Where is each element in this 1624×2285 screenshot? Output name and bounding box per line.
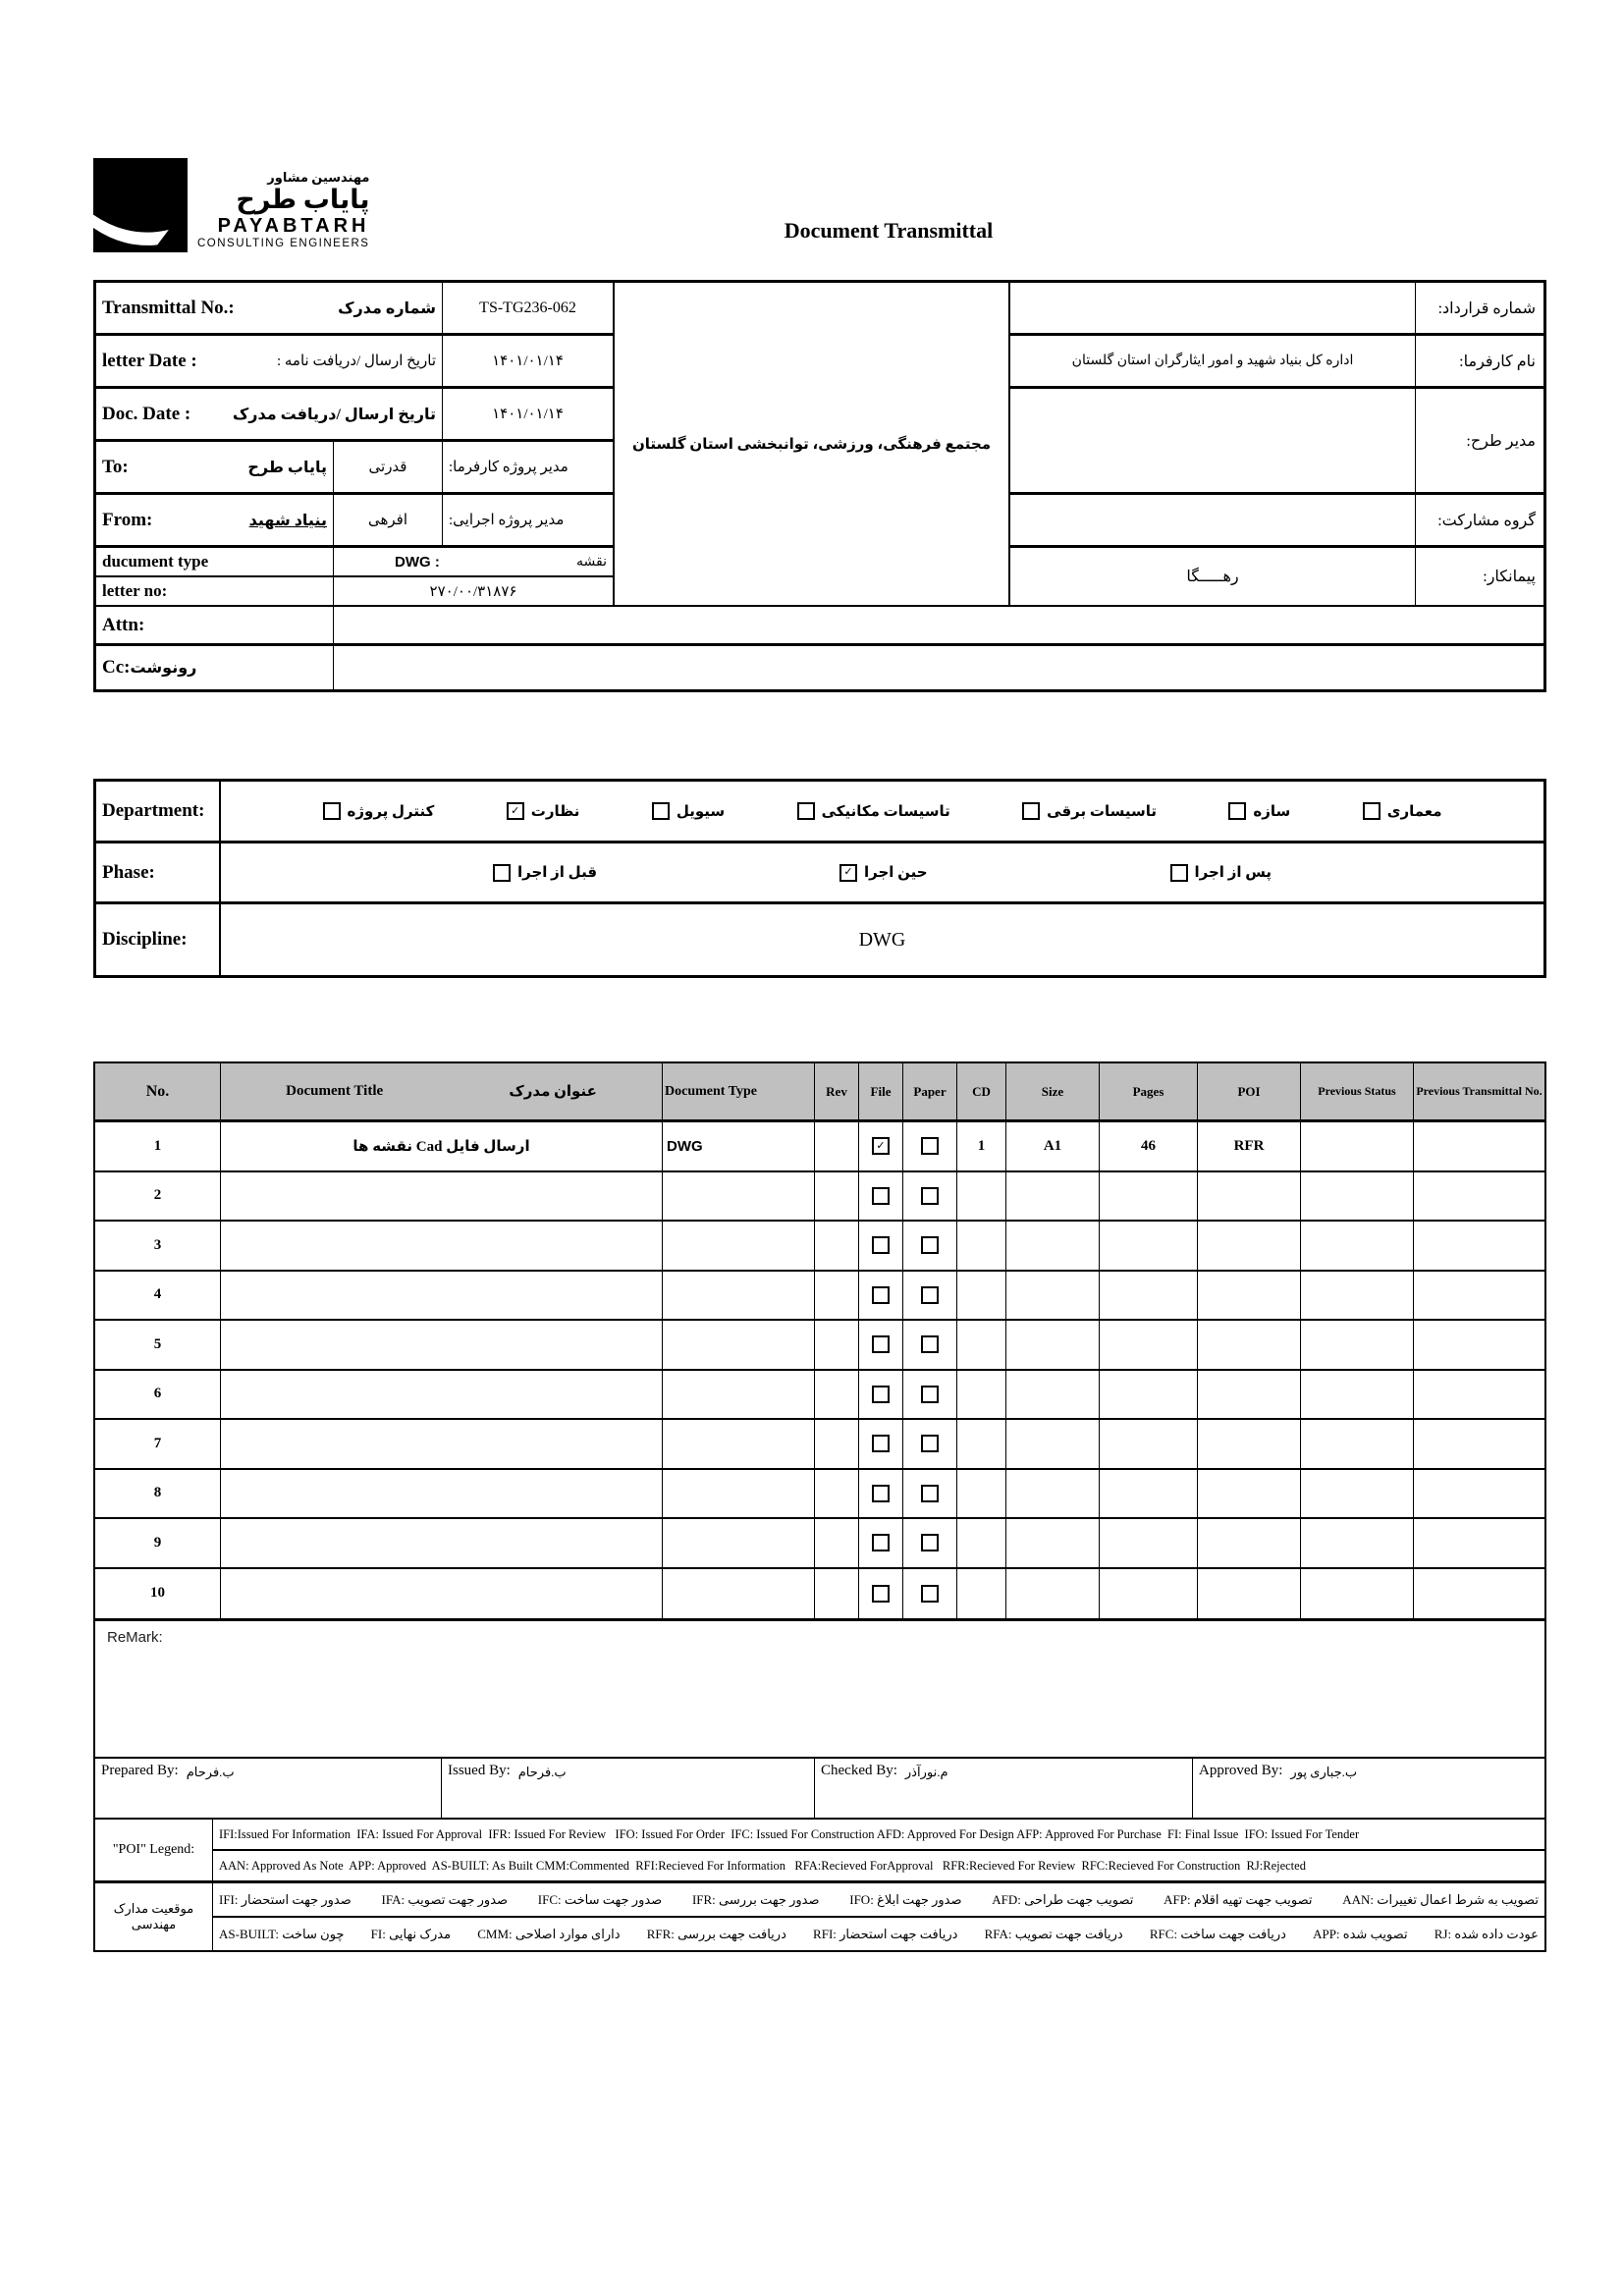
doc-row-6-size-cell (1006, 1371, 1100, 1421)
to-value: پایاب طرح (247, 459, 327, 476)
doc-row-7-title-cell (221, 1420, 663, 1470)
letter-no-label: letter no: (96, 577, 334, 607)
doc-row-1-cd-cell: 1 (957, 1122, 1006, 1172)
doc-row-8-no-cell: 8 (95, 1470, 221, 1520)
phase-option-label: حین اجرا (863, 865, 928, 881)
legend-item: CMM: دارای موارد اصلاحی (477, 1926, 621, 1941)
col-header-title-fa: عنوان مدرک (509, 1084, 597, 1100)
department-option-label: نظارت (530, 803, 580, 820)
checkbox-unchecked-icon[interactable] (493, 864, 511, 882)
transmittal-no-label-fa: شماره مدرک (338, 299, 436, 317)
checkbox-unchecked-icon[interactable] (921, 1485, 939, 1502)
document-type-value: DWG : (395, 553, 440, 571)
from-person: افرهی (334, 495, 443, 548)
cc-label-fa: رونوشت (130, 660, 197, 677)
department-label: Department: (96, 782, 221, 843)
doc-row-7-prev-status-cell (1301, 1420, 1414, 1470)
doc-row-4-rev-cell (815, 1272, 859, 1322)
poi-legend-line2: AAN: Approved As Note APP: Approved AS-BUILT: As Built CMM:Commented RFI:Recieved For Information RFA:Recieved ForApproval RFR:Recieved For Review RFC:Recieved For Construction RJ:Rejected (213, 1851, 1544, 1883)
legend-item: AFP: تصویب جهت تهیه اقلام (1164, 1891, 1313, 1907)
cc-value (334, 646, 1543, 689)
department-option (652, 802, 725, 821)
issued-by-label: Issued By: (448, 1763, 511, 1778)
doc-row-8-cd-cell (957, 1470, 1006, 1520)
contract-no-label: شماره قرارداد: (1416, 283, 1543, 336)
doc-row-1-title-cell: ارسال فایل Cad نقشه ها (221, 1122, 663, 1172)
doc-row-4-prev-transmittal-cell (1414, 1272, 1544, 1322)
doc-date-label-fa: تاریخ ارسال /دریافت مدرک (232, 406, 436, 423)
doc-row-4-paper-cell (903, 1272, 957, 1322)
doc-row-1-no-cell: 1 (95, 1122, 221, 1172)
project-name: مجتمع فرهنگی، ورزشی، توانبخشی استان گلستان (615, 283, 1010, 607)
col-header-paper: Paper (903, 1063, 957, 1122)
poi-legend-lines (213, 1820, 1544, 1883)
logo-en-name: PAYABTARH (217, 215, 370, 238)
doc-row-3-pages-cell (1100, 1222, 1198, 1272)
doc-row-4-prev-status-cell (1301, 1272, 1414, 1322)
poi-legend-label: "POI" Legend: (95, 1820, 213, 1883)
doc-row-7-size-cell (1006, 1420, 1100, 1470)
legend-item: APP: تصویب شده (1313, 1926, 1408, 1941)
doc-row-5-file-cell (859, 1321, 903, 1371)
doc-row-3-rev-cell (815, 1222, 859, 1272)
doc-row-6-file-cell (859, 1371, 903, 1421)
transmittal-info-table (93, 280, 1546, 692)
prepared-by-label: Prepared By: (101, 1763, 179, 1778)
checkbox-unchecked-icon[interactable] (872, 1286, 890, 1304)
doc-row-1-type-cell: DWG (663, 1122, 815, 1172)
checkbox-unchecked-icon[interactable] (872, 1335, 890, 1353)
doc-row-8-prev-transmittal-cell (1414, 1470, 1544, 1520)
doc-row-3-cd-cell (957, 1222, 1006, 1272)
poi-legend (93, 1818, 1546, 1952)
doc-row-2-title-cell (221, 1172, 663, 1223)
doc-row-10-size-cell (1006, 1569, 1100, 1619)
doc-row-3-title-cell (221, 1222, 663, 1272)
logo-en-subtitle: CONSULTING ENGINEERS (197, 238, 370, 250)
doc-row-2-type-cell (663, 1172, 815, 1223)
legend-item: RFI: دریافت جهت استحضار (813, 1926, 958, 1941)
doc-row-5-poi-cell (1198, 1321, 1301, 1371)
attn-value (334, 607, 1543, 646)
status-legend-label: موقعیت مدارک مهندسی (95, 1883, 213, 1950)
client-pm-role-label: مدیر پروژه کارفرما: (443, 442, 615, 495)
checkbox-unchecked-icon[interactable] (797, 802, 815, 820)
doc-row-5-type-cell (663, 1321, 815, 1371)
contractor-value: رهـــــگا (1010, 548, 1416, 607)
doc-row-3-paper-cell (903, 1222, 957, 1272)
remark-label: ReMark: (107, 1629, 163, 1646)
checkbox-unchecked-icon[interactable] (921, 1435, 939, 1452)
doc-row-6-paper-cell (903, 1371, 957, 1421)
exec-pm-role-label: مدیر پروژه اجرایی: (443, 495, 615, 548)
doc-row-6-prev-transmittal-cell (1414, 1371, 1544, 1421)
doc-row-5-rev-cell (815, 1321, 859, 1371)
department-option (797, 802, 950, 821)
department-option-label: کنترل پروژه (347, 803, 435, 820)
doc-row-6-title-cell (221, 1371, 663, 1421)
cc-cell (96, 646, 334, 689)
phase-option (493, 863, 597, 882)
doc-row-10-type-cell (663, 1569, 815, 1619)
doc-row-9-pages-cell (1100, 1519, 1198, 1569)
doc-row-5-paper-cell (903, 1321, 957, 1371)
department-option (1022, 802, 1157, 821)
doc-row-9-title-cell (221, 1519, 663, 1569)
doc-row-3-no-cell: 3 (95, 1222, 221, 1272)
doc-row-10-rev-cell (815, 1569, 859, 1619)
checkbox-unchecked-icon[interactable] (1363, 802, 1380, 820)
doc-row-5-prev-transmittal-cell (1414, 1321, 1544, 1371)
doc-row-6-poi-cell (1198, 1371, 1301, 1421)
approved-by-cell (1193, 1759, 1544, 1818)
col-header-size: Size (1006, 1063, 1100, 1122)
legend-item: AS-BUILT: چون ساخت (219, 1926, 345, 1941)
department-option-label: تاسیسات مکانیکی (821, 803, 950, 820)
doc-row-7-no-cell: 7 (95, 1420, 221, 1470)
doc-row-8-pages-cell (1100, 1470, 1198, 1520)
client-name-label: نام کارفرما: (1416, 336, 1543, 389)
doc-row-5-title-cell (221, 1321, 663, 1371)
col-header-file: File (859, 1063, 903, 1122)
doc-row-10-title-cell (221, 1569, 663, 1619)
doc-row-2-rev-cell (815, 1172, 859, 1223)
prepared-by-cell (95, 1759, 442, 1818)
doc-row-4-size-cell (1006, 1272, 1100, 1322)
checkbox-checked-icon[interactable]: ✓ (507, 802, 524, 820)
doc-row-3-type-cell (663, 1222, 815, 1272)
doc-row-8-paper-cell (903, 1470, 957, 1520)
sheet (93, 0, 1546, 1952)
checkbox-unchecked-icon[interactable] (872, 1585, 890, 1603)
checkbox-unchecked-icon[interactable] (1022, 802, 1040, 820)
col-header-no: No. (95, 1063, 221, 1122)
col-header-prev-transmittal: Previous Transmittal No. (1414, 1063, 1544, 1122)
doc-row-1-pages-cell: 46 (1100, 1122, 1198, 1172)
doc-row-1-paper-cell (903, 1122, 957, 1172)
status-legend-lines (213, 1883, 1544, 1950)
from-value: بنیاد شهید (248, 512, 327, 529)
department-options (221, 782, 1543, 843)
phase-option (1170, 863, 1272, 882)
doc-row-10-cd-cell (957, 1569, 1006, 1619)
checkbox-unchecked-icon[interactable] (323, 802, 341, 820)
checkbox-unchecked-icon[interactable] (652, 802, 670, 820)
doc-row-4-type-cell (663, 1272, 815, 1322)
signature-row (93, 1757, 1546, 1820)
legend-item: FI: مدرک نهایی (370, 1926, 452, 1941)
doc-row-5-size-cell (1006, 1321, 1100, 1371)
classification-table (93, 779, 1546, 978)
doc-row-10-pages-cell (1100, 1569, 1198, 1619)
documents-table (93, 1061, 1546, 1620)
col-header-cd: CD (957, 1063, 1006, 1122)
doc-row-9-file-cell (859, 1519, 903, 1569)
legend-item: IFO: صدور جهت ابلاغ (849, 1891, 962, 1907)
doc-row-7-type-cell (663, 1420, 815, 1470)
doc-row-6-no-cell: 6 (95, 1371, 221, 1421)
checkbox-unchecked-icon[interactable] (872, 1236, 890, 1254)
doc-row-2-prev-status-cell (1301, 1172, 1414, 1223)
page-header (93, 0, 1546, 280)
checkbox-unchecked-icon[interactable] (921, 1137, 939, 1155)
doc-date-label-cell (96, 389, 443, 442)
doc-row-5-no-cell: 5 (95, 1321, 221, 1371)
col-header-pages: Pages (1100, 1063, 1198, 1122)
document-type-label: ducument type (96, 548, 334, 577)
checkbox-unchecked-icon[interactable] (921, 1534, 939, 1551)
legend-item: IFR: صدور جهت بررسی (691, 1891, 820, 1907)
from-cell (96, 495, 334, 548)
poi-legend-line1: IFI:Issued For Information IFA: Issued For Approval IFR: Issued For Review IFO: Issued For Order IFC: Issued For Construction AFD: Approved For Design AFP: Approved For Purchase FI: Final Issue IFO: Issued For Tender (213, 1820, 1544, 1851)
doc-row-9-poi-cell (1198, 1519, 1301, 1569)
checkbox-unchecked-icon[interactable] (872, 1187, 890, 1205)
transmittal-no-label-cell (96, 283, 443, 336)
prepared-by-name: ب.فرحام (186, 1765, 235, 1779)
checkbox-unchecked-icon[interactable] (921, 1585, 939, 1603)
doc-row-1-file-cell (859, 1122, 903, 1172)
doc-row-4-file-cell (859, 1272, 903, 1322)
department-option-label: سیویل (676, 803, 726, 820)
discipline-label: Discipline: (96, 904, 221, 975)
doc-row-7-paper-cell (903, 1420, 957, 1470)
checkbox-checked-icon[interactable]: ✓ (839, 864, 857, 882)
doc-row-7-poi-cell (1198, 1420, 1301, 1470)
checkbox-unchecked-icon[interactable] (872, 1534, 890, 1551)
phase-option (839, 863, 928, 882)
legend-item: IFI: صدور جهت استحضار (219, 1891, 352, 1907)
doc-row-7-prev-transmittal-cell (1414, 1420, 1544, 1470)
page-title: Document Transmittal (784, 218, 994, 243)
doc-row-1-prev-status-cell (1301, 1122, 1414, 1172)
doc-row-9-no-cell: 9 (95, 1519, 221, 1569)
to-person: قدرتی (334, 442, 443, 495)
checkbox-unchecked-icon[interactable] (1170, 864, 1188, 882)
doc-row-3-file-cell (859, 1222, 903, 1272)
letter-date-label-en: letter Date : (102, 350, 197, 371)
legend-item: IFC: صدور جهت ساخت (537, 1891, 663, 1907)
legend-item: IFA: صدور جهت تصویب (381, 1891, 509, 1907)
doc-row-10-poi-cell (1198, 1569, 1301, 1619)
checkbox-unchecked-icon[interactable] (921, 1386, 939, 1403)
doc-row-9-type-cell (663, 1519, 815, 1569)
checkbox-unchecked-icon[interactable] (872, 1435, 890, 1452)
phase-option-label: قبل از اجرا (516, 865, 598, 881)
doc-row-2-cd-cell (957, 1172, 1006, 1223)
doc-row-2-prev-transmittal-cell (1414, 1172, 1544, 1223)
doc-row-5-cd-cell (957, 1321, 1006, 1371)
doc-row-10-prev-status-cell (1301, 1569, 1414, 1619)
department-option-label: معماری (1386, 803, 1442, 820)
phase-label: Phase: (96, 843, 221, 904)
remark-box (93, 1618, 1546, 1759)
checkbox-unchecked-icon[interactable] (1228, 802, 1246, 820)
status-legend-line2 (213, 1918, 1544, 1950)
issued-by-cell (442, 1759, 815, 1818)
to-cell (96, 442, 334, 495)
doc-row-2-paper-cell (903, 1172, 957, 1223)
doc-row-8-rev-cell (815, 1470, 859, 1520)
checked-by-name: م.نورآذر (904, 1765, 948, 1779)
checkbox-unchecked-icon[interactable] (872, 1386, 890, 1403)
doc-row-2-poi-cell (1198, 1172, 1301, 1223)
doc-row-10-no-cell: 10 (95, 1569, 221, 1619)
cc-label: Cc: (102, 657, 131, 678)
doc-row-8-file-cell (859, 1470, 903, 1520)
approved-by-label: Approved By: (1199, 1763, 1283, 1778)
checkbox-unchecked-icon[interactable] (921, 1286, 939, 1304)
phase-options (221, 843, 1543, 904)
doc-row-6-pages-cell (1100, 1371, 1198, 1421)
discipline-value: DWG (858, 928, 906, 951)
department-option (1363, 802, 1442, 821)
letter-no-value: ۲۷۰/۰۰/۳۱۸۷۶ (334, 577, 615, 607)
legend-item: RFA: دریافت جهت تصویب (984, 1926, 1123, 1941)
checkbox-checked-icon[interactable]: ✓ (872, 1137, 890, 1155)
logo-fa-name: پایاب طرح (236, 184, 370, 214)
doc-row-5-prev-status-cell (1301, 1321, 1414, 1371)
doc-row-8-type-cell (663, 1470, 815, 1520)
col-header-title-en: Document Title (286, 1083, 384, 1099)
approved-by-name: ب.جباری پور (1290, 1765, 1358, 1779)
checked-by-label: Checked By: (821, 1763, 897, 1778)
jv-group-label: گروه مشارکت: (1416, 495, 1543, 548)
document-type-fa: نقشه (576, 554, 607, 570)
doc-row-2-file-cell (859, 1172, 903, 1223)
doc-date-value: ۱۴۰۱/۰۱/۱۴ (443, 389, 615, 442)
col-header-rev: Rev (815, 1063, 859, 1122)
checkbox-unchecked-icon[interactable] (921, 1335, 939, 1353)
doc-row-3-size-cell (1006, 1222, 1100, 1272)
doc-row-9-rev-cell (815, 1519, 859, 1569)
doc-row-6-cd-cell (957, 1371, 1006, 1421)
doc-row-10-file-cell (859, 1569, 903, 1619)
client-name-value: اداره کل بنیاد شهید و امور ایثارگران استان گلستان (1010, 336, 1416, 389)
doc-row-4-no-cell: 4 (95, 1272, 221, 1322)
doc-row-8-title-cell (221, 1470, 663, 1520)
logo-fa-tagline: مهندسین مشاور (267, 170, 370, 186)
doc-row-8-size-cell (1006, 1470, 1100, 1520)
doc-row-2-size-cell (1006, 1172, 1100, 1223)
col-header-type: Document Type (663, 1063, 815, 1122)
doc-row-4-pages-cell (1100, 1272, 1198, 1322)
doc-row-1-size-cell: A1 (1006, 1122, 1100, 1172)
legend-item: RFR: دریافت جهت بررسی (646, 1926, 786, 1941)
transmittal-no-label-en: Transmittal No.: (102, 297, 235, 318)
doc-row-9-cd-cell (957, 1519, 1006, 1569)
design-manager-value (1010, 389, 1416, 495)
department-option (1228, 802, 1290, 821)
design-manager-label: مدیر طرح: (1416, 389, 1543, 495)
document-type-value-cell (334, 548, 615, 577)
jv-group-value (1010, 495, 1416, 548)
department-option (323, 802, 435, 821)
transmittal-no-value: TS-TG236-062 (443, 283, 615, 336)
doc-row-9-prev-transmittal-cell (1414, 1519, 1544, 1569)
checked-by-cell (815, 1759, 1193, 1818)
doc-row-6-rev-cell (815, 1371, 859, 1421)
doc-row-7-cd-cell (957, 1420, 1006, 1470)
phase-option-label: پس از اجرا (1194, 865, 1272, 881)
doc-row-3-poi-cell (1198, 1222, 1301, 1272)
doc-row-10-prev-transmittal-cell (1414, 1569, 1544, 1619)
doc-row-1-prev-transmittal-cell (1414, 1122, 1544, 1172)
doc-row-9-size-cell (1006, 1519, 1100, 1569)
attn-label: Attn: (96, 607, 334, 646)
from-label: From: (102, 509, 153, 530)
doc-row-3-prev-status-cell (1301, 1222, 1414, 1272)
doc-date-label-en: Doc. Date : (102, 403, 191, 424)
doc-row-1-rev-cell (815, 1122, 859, 1172)
doc-row-4-poi-cell (1198, 1272, 1301, 1322)
department-option-label: سازه (1253, 803, 1291, 820)
checkbox-unchecked-icon[interactable] (872, 1485, 890, 1502)
doc-row-4-cd-cell (957, 1272, 1006, 1322)
doc-row-10-paper-cell (903, 1569, 957, 1619)
legend-item: RFC: دریافت جهت ساخت (1149, 1926, 1286, 1941)
letter-date-value: ۱۴۰۱/۰۱/۱۴ (443, 336, 615, 389)
to-label: To: (102, 456, 129, 477)
department-option (507, 802, 580, 821)
doc-row-3-prev-transmittal-cell (1414, 1222, 1544, 1272)
doc-row-2-no-cell: 2 (95, 1172, 221, 1223)
doc-row-7-pages-cell (1100, 1420, 1198, 1470)
status-legend-line1 (213, 1883, 1544, 1918)
doc-row-6-prev-status-cell (1301, 1371, 1414, 1421)
col-header-prev-status: Previous Status (1301, 1063, 1414, 1122)
col-header-poi: POI (1198, 1063, 1301, 1122)
col-header-title (221, 1063, 663, 1122)
legend-item: AFD: تصویب جهت طراحی (992, 1891, 1134, 1907)
doc-row-5-pages-cell (1100, 1321, 1198, 1371)
doc-row-8-poi-cell (1198, 1470, 1301, 1520)
doc-row-4-title-cell (221, 1272, 663, 1322)
doc-row-1-poi-cell: RFR (1198, 1122, 1301, 1172)
letter-date-label-cell (96, 336, 443, 389)
issued-by-name: ب.فرحام (517, 1765, 567, 1779)
legend-item: AAN: تصویب به شرط اعمال تغییرات (1342, 1891, 1539, 1907)
doc-row-2-pages-cell (1100, 1172, 1198, 1223)
legend-item: RJ: عودت داده شده (1434, 1926, 1539, 1941)
checkbox-unchecked-icon[interactable] (921, 1236, 939, 1254)
doc-row-9-paper-cell (903, 1519, 957, 1569)
contract-no-value (1010, 283, 1416, 336)
doc-row-7-rev-cell (815, 1420, 859, 1470)
checkbox-unchecked-icon[interactable] (921, 1187, 939, 1205)
department-option-label: تاسیسات برقی (1047, 803, 1157, 820)
doc-row-8-prev-status-cell (1301, 1470, 1414, 1520)
doc-row-6-type-cell (663, 1371, 815, 1421)
contractor-label: پیمانکار: (1416, 548, 1543, 607)
letter-date-label-fa: تاریخ ارسال /دریافت نامه : (276, 354, 436, 369)
doc-row-7-file-cell (859, 1420, 903, 1470)
doc-row-9-prev-status-cell (1301, 1519, 1414, 1569)
